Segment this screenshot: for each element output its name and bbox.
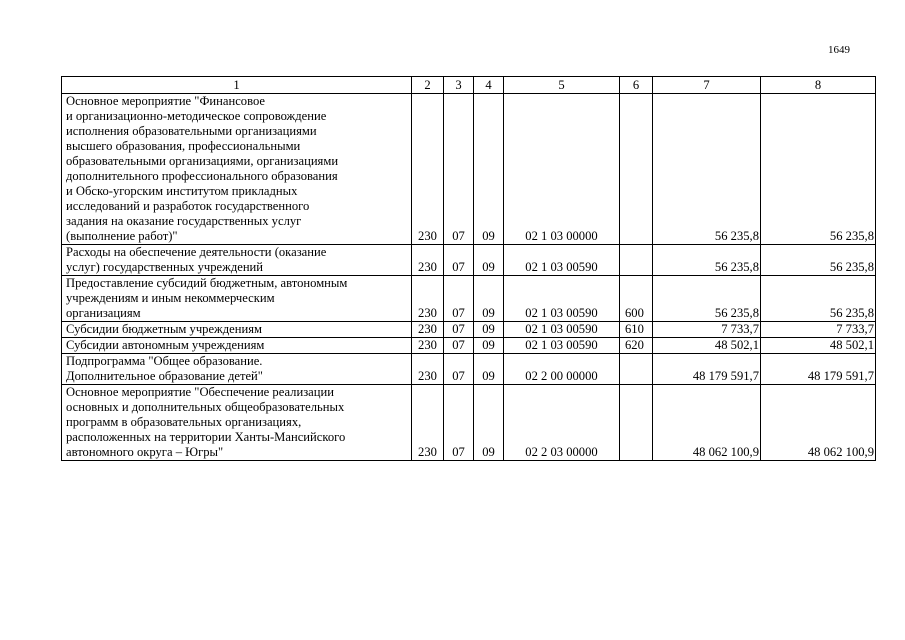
cell-section: 07 — [444, 245, 474, 276]
cell-subsection: 09 — [474, 338, 504, 354]
cell-subsection: 09 — [474, 354, 504, 385]
cell-amount-8: 48 179 591,7 — [761, 354, 876, 385]
cell-ministry: 230 — [412, 245, 444, 276]
page-number: 1649 — [828, 44, 850, 56]
cell-expense-type: 600 — [620, 276, 653, 322]
header-cell: 6 — [620, 77, 653, 94]
cell-amount-7: 48 179 591,7 — [653, 354, 761, 385]
cell-ministry: 230 — [412, 338, 444, 354]
header-cell: 1 — [62, 77, 412, 94]
cell-ministry: 230 — [412, 385, 444, 461]
cell-section: 07 — [444, 338, 474, 354]
cell-target-article: 02 1 03 00590 — [504, 245, 620, 276]
cell-expense-type — [620, 354, 653, 385]
cell-amount-7: 48 062 100,9 — [653, 385, 761, 461]
row-name: Предоставление субсидий бюджетным, автономным учреждениям и иным некоммерческим организациям — [66, 276, 348, 320]
cell-amount-7: 48 502,1 — [653, 338, 761, 354]
header-cell: 8 — [761, 77, 876, 94]
cell-ministry: 230 — [412, 354, 444, 385]
cell-ministry: 230 — [412, 322, 444, 338]
cell-section: 07 — [444, 385, 474, 461]
cell-amount-8: 56 235,8 — [761, 94, 876, 245]
cell-target-article: 02 2 03 00000 — [504, 385, 620, 461]
cell-expense-type — [620, 245, 653, 276]
cell-amount-7: 56 235,8 — [653, 245, 761, 276]
cell-amount-7: 7 733,7 — [653, 322, 761, 338]
table-row — [62, 338, 876, 354]
row-name: Субсидии автономным учреждениям — [66, 338, 265, 352]
header-cell: 3 — [444, 77, 474, 94]
cell-expense-type: 620 — [620, 338, 653, 354]
cell-target-article: 02 1 03 00590 — [504, 338, 620, 354]
cell-amount-7: 56 235,8 — [653, 276, 761, 322]
cell-amount-8: 56 235,8 — [761, 276, 876, 322]
table-row — [62, 385, 876, 461]
row-name: Субсидии бюджетным учреждениям — [66, 322, 262, 336]
table-row — [62, 245, 876, 276]
header-cell: 5 — [504, 77, 620, 94]
row-name: Подпрограмма "Общее образование. Дополнительное образование детей" — [66, 354, 263, 383]
cell-target-article: 02 1 03 00590 — [504, 322, 620, 338]
cell-expense-type: 610 — [620, 322, 653, 338]
cell-section: 07 — [444, 94, 474, 245]
cell-target-article: 02 1 03 00000 — [504, 94, 620, 245]
table-header-row — [62, 77, 876, 94]
table-row — [62, 276, 876, 322]
cell-subsection: 09 — [474, 322, 504, 338]
row-name: Основное мероприятие "Финансовое и организационно-методическое сопровождение исполнения образовательными организациями высшего образования, профессиональными образовательными организациями, организациями дополнительного профессионального образования и Обско-угорским институтом прикладных исследований и разработок государственного задания на оказание государственных услуг (выполнение работ)" — [66, 94, 339, 243]
table-row — [62, 322, 876, 338]
cell-expense-type — [620, 94, 653, 245]
cell-target-article: 02 2 00 00000 — [504, 354, 620, 385]
row-name: Расходы на обеспечение деятельности (оказание услуг) государственных учреждений — [66, 245, 327, 274]
cell-subsection: 09 — [474, 276, 504, 322]
table-row — [62, 354, 876, 385]
budget-table — [61, 76, 876, 461]
cell-amount-8: 7 733,7 — [761, 322, 876, 338]
cell-expense-type — [620, 385, 653, 461]
cell-subsection: 09 — [474, 94, 504, 245]
header-cell: 4 — [474, 77, 504, 94]
header-cell: 2 — [412, 77, 444, 94]
cell-subsection: 09 — [474, 385, 504, 461]
cell-amount-8: 48 062 100,9 — [761, 385, 876, 461]
row-name: Основное мероприятие "Обеспечение реализации основных и дополнительных общеобразовательных программ в образовательных организациях, расположенных на территории Ханты-Мансийского автономного округа – Югры" — [66, 385, 346, 459]
table-row — [62, 94, 876, 245]
cell-amount-8: 56 235,8 — [761, 245, 876, 276]
header-cell: 7 — [653, 77, 761, 94]
cell-subsection: 09 — [474, 245, 504, 276]
cell-ministry: 230 — [412, 94, 444, 245]
cell-section: 07 — [444, 354, 474, 385]
cell-amount-8: 48 502,1 — [761, 338, 876, 354]
cell-target-article: 02 1 03 00590 — [504, 276, 620, 322]
cell-ministry: 230 — [412, 276, 444, 322]
cell-section: 07 — [444, 276, 474, 322]
cell-section: 07 — [444, 322, 474, 338]
cell-amount-7: 56 235,8 — [653, 94, 761, 245]
